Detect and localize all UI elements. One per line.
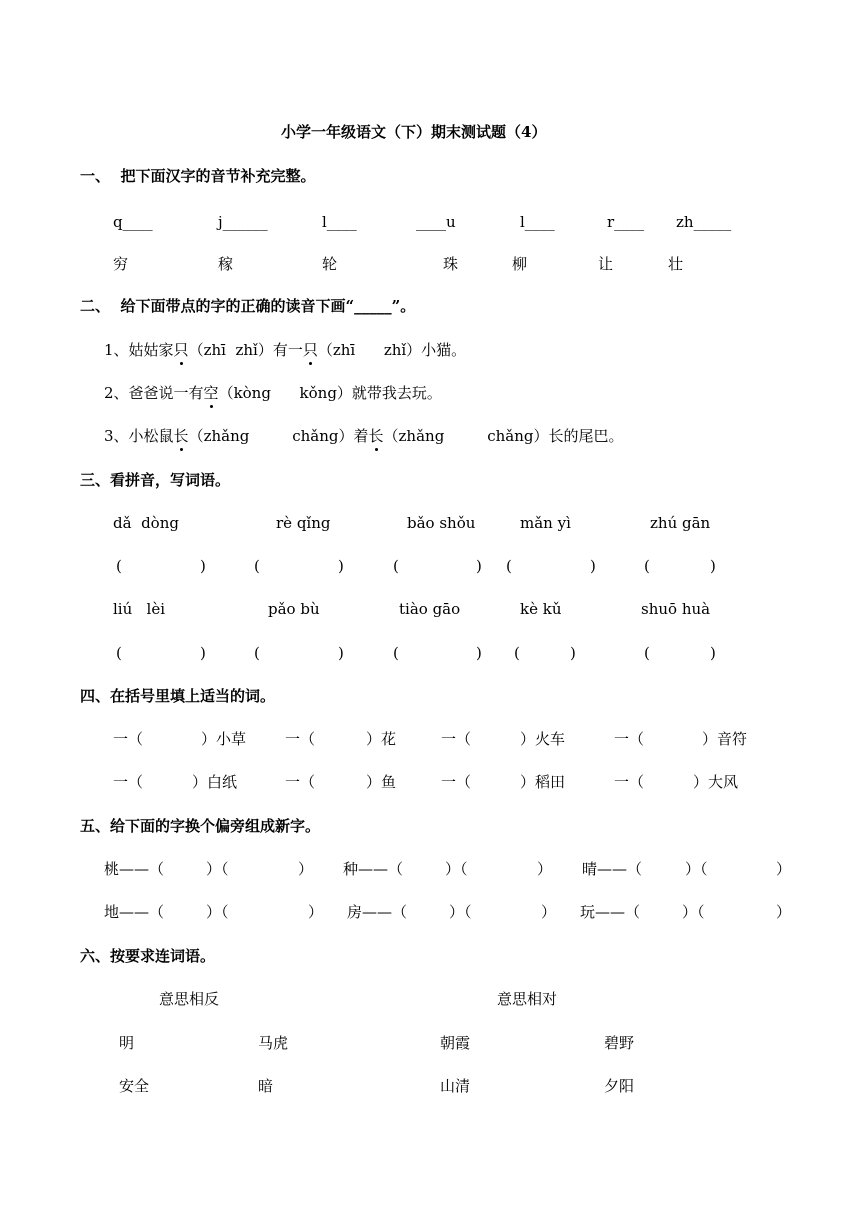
- hanzi-char: 让: [598, 255, 614, 273]
- pinyin-word: liú lèi: [113, 600, 166, 618]
- measure-word-pre[interactable]: 一（: [113, 730, 144, 748]
- hanzi-char: 稼: [218, 255, 234, 273]
- measure-word-post: ）稻田: [520, 773, 566, 791]
- radical-bracket-close: ）: [776, 903, 792, 921]
- bracket-open[interactable]: (: [514, 644, 520, 662]
- syllable-blank[interactable]: zh_____: [676, 213, 732, 231]
- bracket-open[interactable]: (: [506, 557, 512, 575]
- antonym-label: 意思相反: [159, 990, 220, 1008]
- relative-label: 意思相对: [497, 990, 558, 1008]
- syllable-blank[interactable]: r____: [607, 213, 645, 231]
- dotted-char: 长: [173, 427, 189, 445]
- question-3: [104, 426, 623, 446]
- dotted-char: 长: [368, 427, 384, 445]
- syllable-blank[interactable]: j______: [218, 213, 268, 231]
- match-word[interactable]: 碧野: [604, 1034, 635, 1052]
- hanzi-char: 穷: [113, 255, 129, 273]
- bracket-close: ): [710, 557, 716, 575]
- match-word[interactable]: 安全: [119, 1077, 150, 1095]
- radical-bracket-close: ）: [308, 903, 324, 921]
- syllable-blank[interactable]: l____: [322, 213, 357, 231]
- radical-bracket[interactable]: ）（: [445, 860, 468, 878]
- measure-word-pre[interactable]: 一（: [441, 730, 472, 748]
- match-word[interactable]: 暗: [258, 1077, 274, 1095]
- radical-bracket[interactable]: ）（: [682, 903, 705, 921]
- bracket-close: ): [476, 644, 482, 662]
- syllable-blank[interactable]: l____: [520, 213, 555, 231]
- measure-word-post: ）大风: [693, 773, 739, 791]
- dotted-char: 只: [173, 341, 189, 359]
- hanzi-char: 柳: [512, 255, 528, 273]
- pinyin-options[interactable]: （zhī zhǐ）小猫。: [317, 341, 467, 359]
- syllable-blank[interactable]: ____u: [416, 213, 456, 231]
- bracket-close: ): [338, 644, 344, 662]
- radical-char[interactable]: 种——（: [343, 860, 404, 878]
- radical-bracket-close: ）: [298, 860, 314, 878]
- question-text: 3、小松鼠: [104, 427, 174, 445]
- bracket-open[interactable]: (: [254, 557, 260, 575]
- question-text: 1、姑姑家: [104, 341, 174, 359]
- bracket-open[interactable]: (: [393, 557, 399, 575]
- measure-word-post: ）鱼: [366, 773, 397, 791]
- measure-word-pre[interactable]: 一（: [113, 773, 144, 791]
- syllable-blank[interactable]: q____: [113, 213, 153, 231]
- question-2: [104, 383, 442, 403]
- bracket-close: ): [338, 557, 344, 575]
- measure-word-post: ）火车: [520, 730, 566, 748]
- section-5-heading: 五、给下面的字换个偏旁组成新字。: [80, 817, 321, 835]
- bracket-close: ): [200, 557, 206, 575]
- measure-word-pre[interactable]: 一（: [614, 730, 645, 748]
- match-word[interactable]: 朝霞: [440, 1034, 471, 1052]
- radical-char[interactable]: 地——（: [104, 903, 165, 921]
- dotted-char: 只: [302, 341, 318, 359]
- pinyin-options[interactable]: （zhǎng chǎng）着: [188, 427, 369, 445]
- radical-bracket[interactable]: ）（: [206, 903, 229, 921]
- radical-bracket-close: ）: [537, 860, 553, 878]
- radical-bracket[interactable]: ）（: [206, 860, 229, 878]
- pinyin-word: bǎo shǒu: [407, 514, 476, 532]
- section-2-heading: 二、 给下面带点的字的正确的读音下画“_____”。: [80, 297, 416, 315]
- bracket-close: ): [590, 557, 596, 575]
- bracket-open[interactable]: (: [254, 644, 260, 662]
- bracket-open[interactable]: (: [644, 644, 650, 662]
- pinyin-word: zhú gān: [650, 514, 711, 532]
- question-1: [104, 340, 466, 360]
- measure-word-pre[interactable]: 一（: [441, 773, 472, 791]
- match-word[interactable]: 山清: [440, 1077, 471, 1095]
- bracket-close: ): [570, 644, 576, 662]
- measure-word-post: ）花: [366, 730, 397, 748]
- pinyin-options[interactable]: （zhī zhǐ）有一: [188, 341, 303, 359]
- match-word[interactable]: 明: [119, 1034, 135, 1052]
- measure-word-post: ）小草: [201, 730, 247, 748]
- measure-word-post: ）音符: [702, 730, 748, 748]
- bracket-open[interactable]: (: [393, 644, 399, 662]
- pinyin-word: mǎn yì: [520, 514, 571, 532]
- hanzi-char: 轮: [322, 255, 338, 273]
- section-4-heading: 四、在括号里填上适当的词。: [80, 687, 276, 705]
- bracket-open[interactable]: (: [644, 557, 650, 575]
- radical-bracket[interactable]: ）（: [685, 860, 708, 878]
- measure-word-pre[interactable]: 一（: [285, 773, 316, 791]
- radical-char[interactable]: 房——（: [347, 903, 408, 921]
- measure-word-post: ）白纸: [192, 773, 238, 791]
- match-word[interactable]: 夕阳: [604, 1077, 635, 1095]
- bracket-open[interactable]: (: [116, 557, 122, 575]
- pinyin-options[interactable]: （kòng kǒng）就带我去玩。: [218, 384, 442, 402]
- bracket-close: ): [200, 644, 206, 662]
- match-word[interactable]: 马虎: [258, 1034, 289, 1052]
- measure-word-pre[interactable]: 一（: [285, 730, 316, 748]
- section-3-heading: 三、看拼音，写词语。: [80, 471, 231, 489]
- pinyin-word: dǎ dòng: [113, 514, 179, 532]
- pinyin-options[interactable]: （zhǎng chǎng）长的尾巴。: [383, 427, 624, 445]
- page-title: 小学一年级语文（下）期末测试题（4）: [281, 123, 547, 141]
- pinyin-word: pǎo bù: [268, 600, 320, 618]
- pinyin-word: shuō huà: [641, 600, 711, 618]
- radical-char[interactable]: 晴——（: [582, 860, 643, 878]
- pinyin-word: tiào gāo: [399, 600, 461, 618]
- radical-bracket[interactable]: ）（: [449, 903, 472, 921]
- hanzi-char: 壮: [668, 255, 684, 273]
- hanzi-char: 珠: [443, 255, 459, 273]
- radical-char[interactable]: 玩——（: [580, 903, 641, 921]
- bracket-close: ): [710, 644, 716, 662]
- question-text: 2、爸爸说一有: [104, 384, 204, 402]
- radical-char[interactable]: 桃——（: [104, 860, 165, 878]
- bracket-close: ): [476, 557, 482, 575]
- section-6-heading: 六、按要求连词语。: [80, 947, 216, 965]
- bracket-open[interactable]: (: [116, 644, 122, 662]
- measure-word-pre[interactable]: 一（: [614, 773, 645, 791]
- radical-bracket-close: ）: [776, 860, 792, 878]
- section-1-heading: 一、 把下面汉字的音节补充完整。: [80, 167, 316, 185]
- pinyin-word: rè qǐng: [276, 514, 331, 532]
- pinyin-word: kè kǔ: [520, 600, 562, 618]
- radical-bracket-close: ）: [541, 903, 557, 921]
- dotted-char: 空: [203, 384, 219, 402]
